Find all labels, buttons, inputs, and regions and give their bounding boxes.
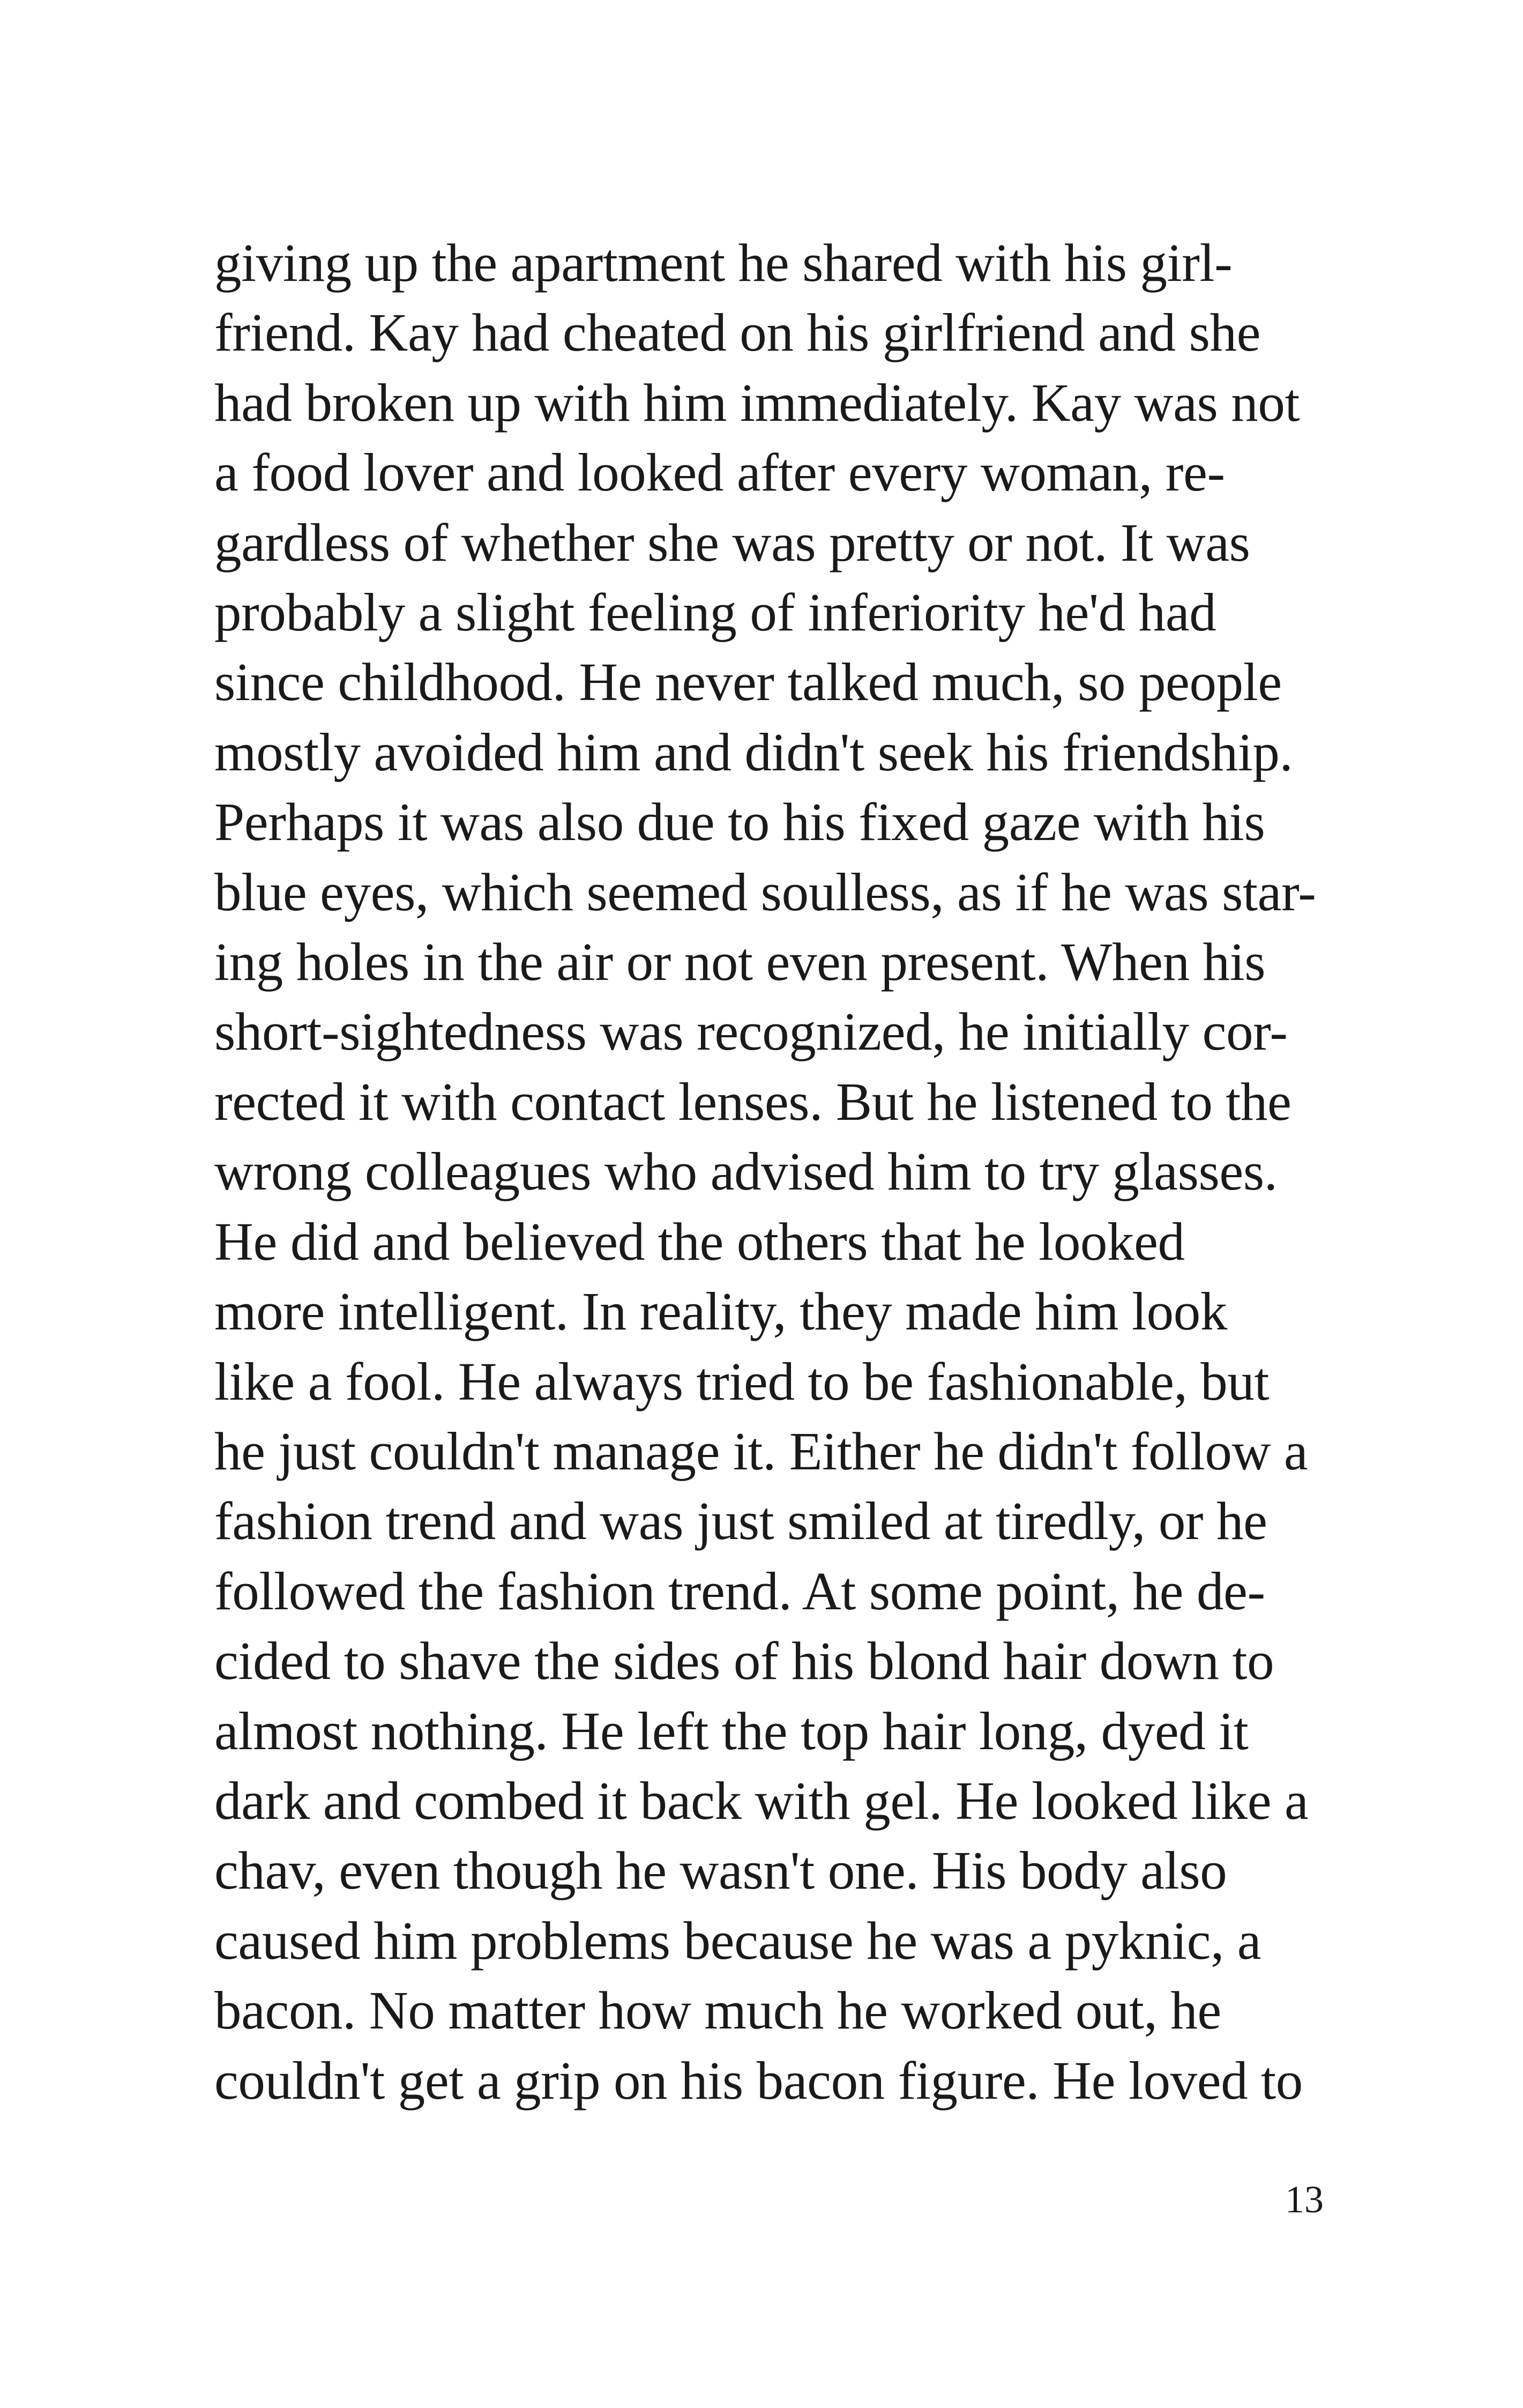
text-line: He did and believed the others that he looked [214,1211,1185,1272]
text-line: followed the fashion trend. At some point, he de- [214,1560,1265,1621]
text-line: a food lover and looked after every woman, re- [214,442,1225,503]
text-line: rected it with contact lenses. But he listened to the [214,1071,1291,1132]
text-line: wrong colleagues who advised him to try glasses. [214,1141,1278,1202]
text-line: blue eyes, which seemed soulless, as if he was star- [214,861,1316,922]
text-line: Perhaps it was also due to his fixed gaze with his [214,792,1265,852]
text-line: bacon. No matter how much he worked out, he [214,1980,1221,2041]
text-line: gardless of whether she was pretty or not. It was [214,512,1250,573]
text-line: couldn't get a grip on his bacon figure. He loved to [214,2050,1303,2110]
text-line: he just couldn't manage it. Either he didn't follow a [214,1421,1308,1481]
text-line: more intelligent. In reality, they made him look [214,1281,1227,1342]
text-line: friend. Kay had cheated on his girlfriend and she [214,302,1261,363]
text-line: probably a slight feeling of inferiority he'd had [214,582,1216,643]
body-text [214,228,1340,2115]
text-line: chav, even though he wasn't one. His body also [214,1840,1227,1901]
text-line: giving up the apartment he shared with his girl- [214,233,1233,293]
text-line: dark and combed it back with gel. He looked like a [214,1770,1309,1831]
text-line: since childhood. He never talked much, so people [214,652,1282,712]
text-line: mostly avoided him and didn't seek his friendship. [214,722,1293,782]
text-line: like a fool. He always tried to be fashionable, but [214,1351,1270,1411]
text-line: had broken up with him immediately. Kay was not [214,372,1300,433]
text-line: ing holes in the air or not even present. When his [214,932,1266,992]
page-number: 13 [1285,2178,1324,2221]
text-line: short-sightedness was recognized, he initially cor- [214,1001,1288,1062]
text-line: fashion trend and was just smiled at tiredly, or he [214,1491,1267,1551]
text-line: almost nothing. He left the top hair long, dyed it [214,1700,1249,1761]
text-line: caused him problems because he was a pyknic, a [214,1910,1261,1971]
text-line: cided to shave the sides of his blond hair down to [214,1631,1274,1691]
